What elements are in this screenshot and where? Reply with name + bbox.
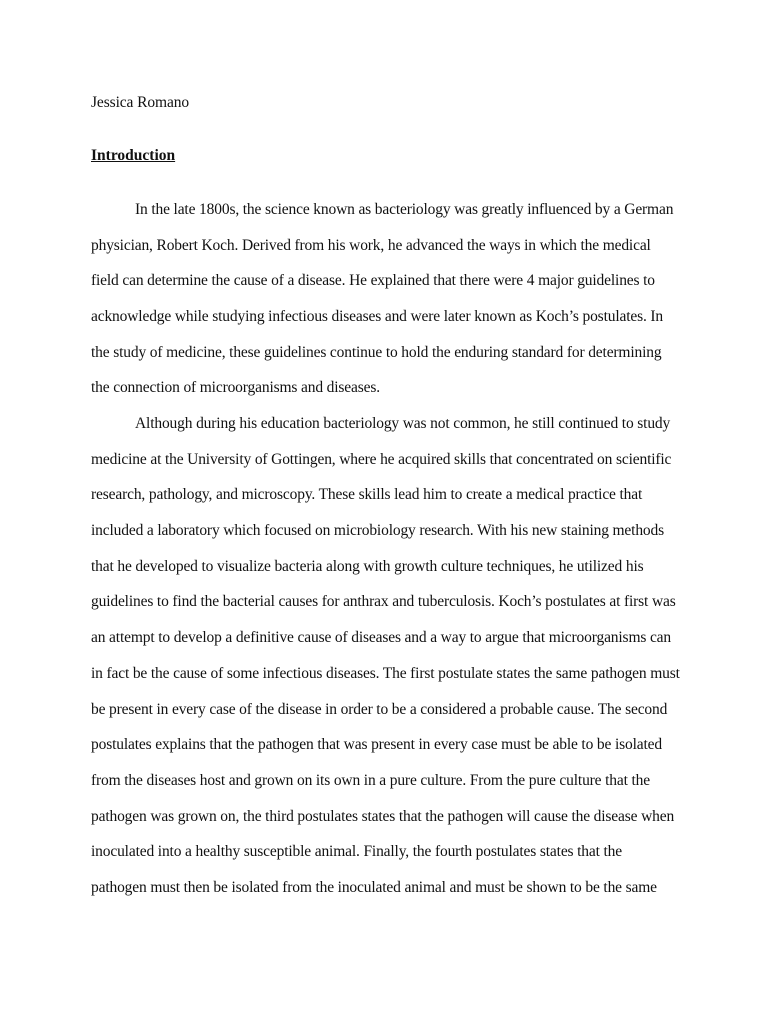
paragraph-line: Although during his education bacteriology was not common, he still continued to study <box>135 415 671 432</box>
paragraph-line: In the late 1800s, the science known as bacteriology was greatly influenced by a German <box>135 201 674 218</box>
paragraph-line: medicine at the University of Gottingen, where he acquired skills that concentrated on scientific <box>91 451 672 468</box>
section-heading: Introduction <box>91 147 176 164</box>
paragraph-line: the connection of microorganisms and diseases. <box>91 379 380 396</box>
paragraph-line: postulates explains that the pathogen that was present in every case must be able to be isolated <box>91 736 662 753</box>
paragraph-line: acknowledge while studying infectious diseases and were later known as Koch’s postulates. In <box>91 308 664 325</box>
paragraph-line: included a laboratory which focused on microbiology research. With his new staining methods <box>91 522 665 539</box>
paragraph-line: an attempt to develop a definitive cause of diseases and a way to argue that microorganisms can <box>91 629 672 646</box>
paragraph-line: pathogen must then be isolated from the inoculated animal and must be shown to be the same <box>91 879 657 896</box>
author-name: Jessica Romano <box>91 94 190 111</box>
paragraph-line: guidelines to find the bacterial causes for anthrax and tuberculosis. Koch’s postulates at first was <box>91 593 676 610</box>
paragraph-line: research, pathology, and microscopy. These skills lead him to create a medical practice that <box>91 486 643 503</box>
paragraph-line: inoculated into a healthy susceptible animal. Finally, the fourth postulates states that the <box>91 843 623 860</box>
paragraph-line: from the diseases host and grown on its own in a pure culture. From the pure culture that the <box>91 772 650 789</box>
paragraph-line: pathogen was grown on, the third postulates states that the pathogen will cause the disease when <box>91 808 675 825</box>
paragraph-line: physician, Robert Koch. Derived from his work, he advanced the ways in which the medical <box>91 237 651 254</box>
paragraph-line: be present in every case of the disease in order to be a considered a probable cause. The second <box>91 701 668 718</box>
paragraph-line: field can determine the cause of a disease. He explained that there were 4 major guidelines to <box>91 272 655 289</box>
paragraph-line: that he developed to visualize bacteria along with growth culture techniques, he utilized his <box>91 558 644 575</box>
paragraph-line: the study of medicine, these guidelines continue to hold the enduring standard for determining <box>91 344 662 361</box>
paragraph-line: in fact be the cause of some infectious diseases. The first postulate states the same pathogen must <box>91 665 680 682</box>
